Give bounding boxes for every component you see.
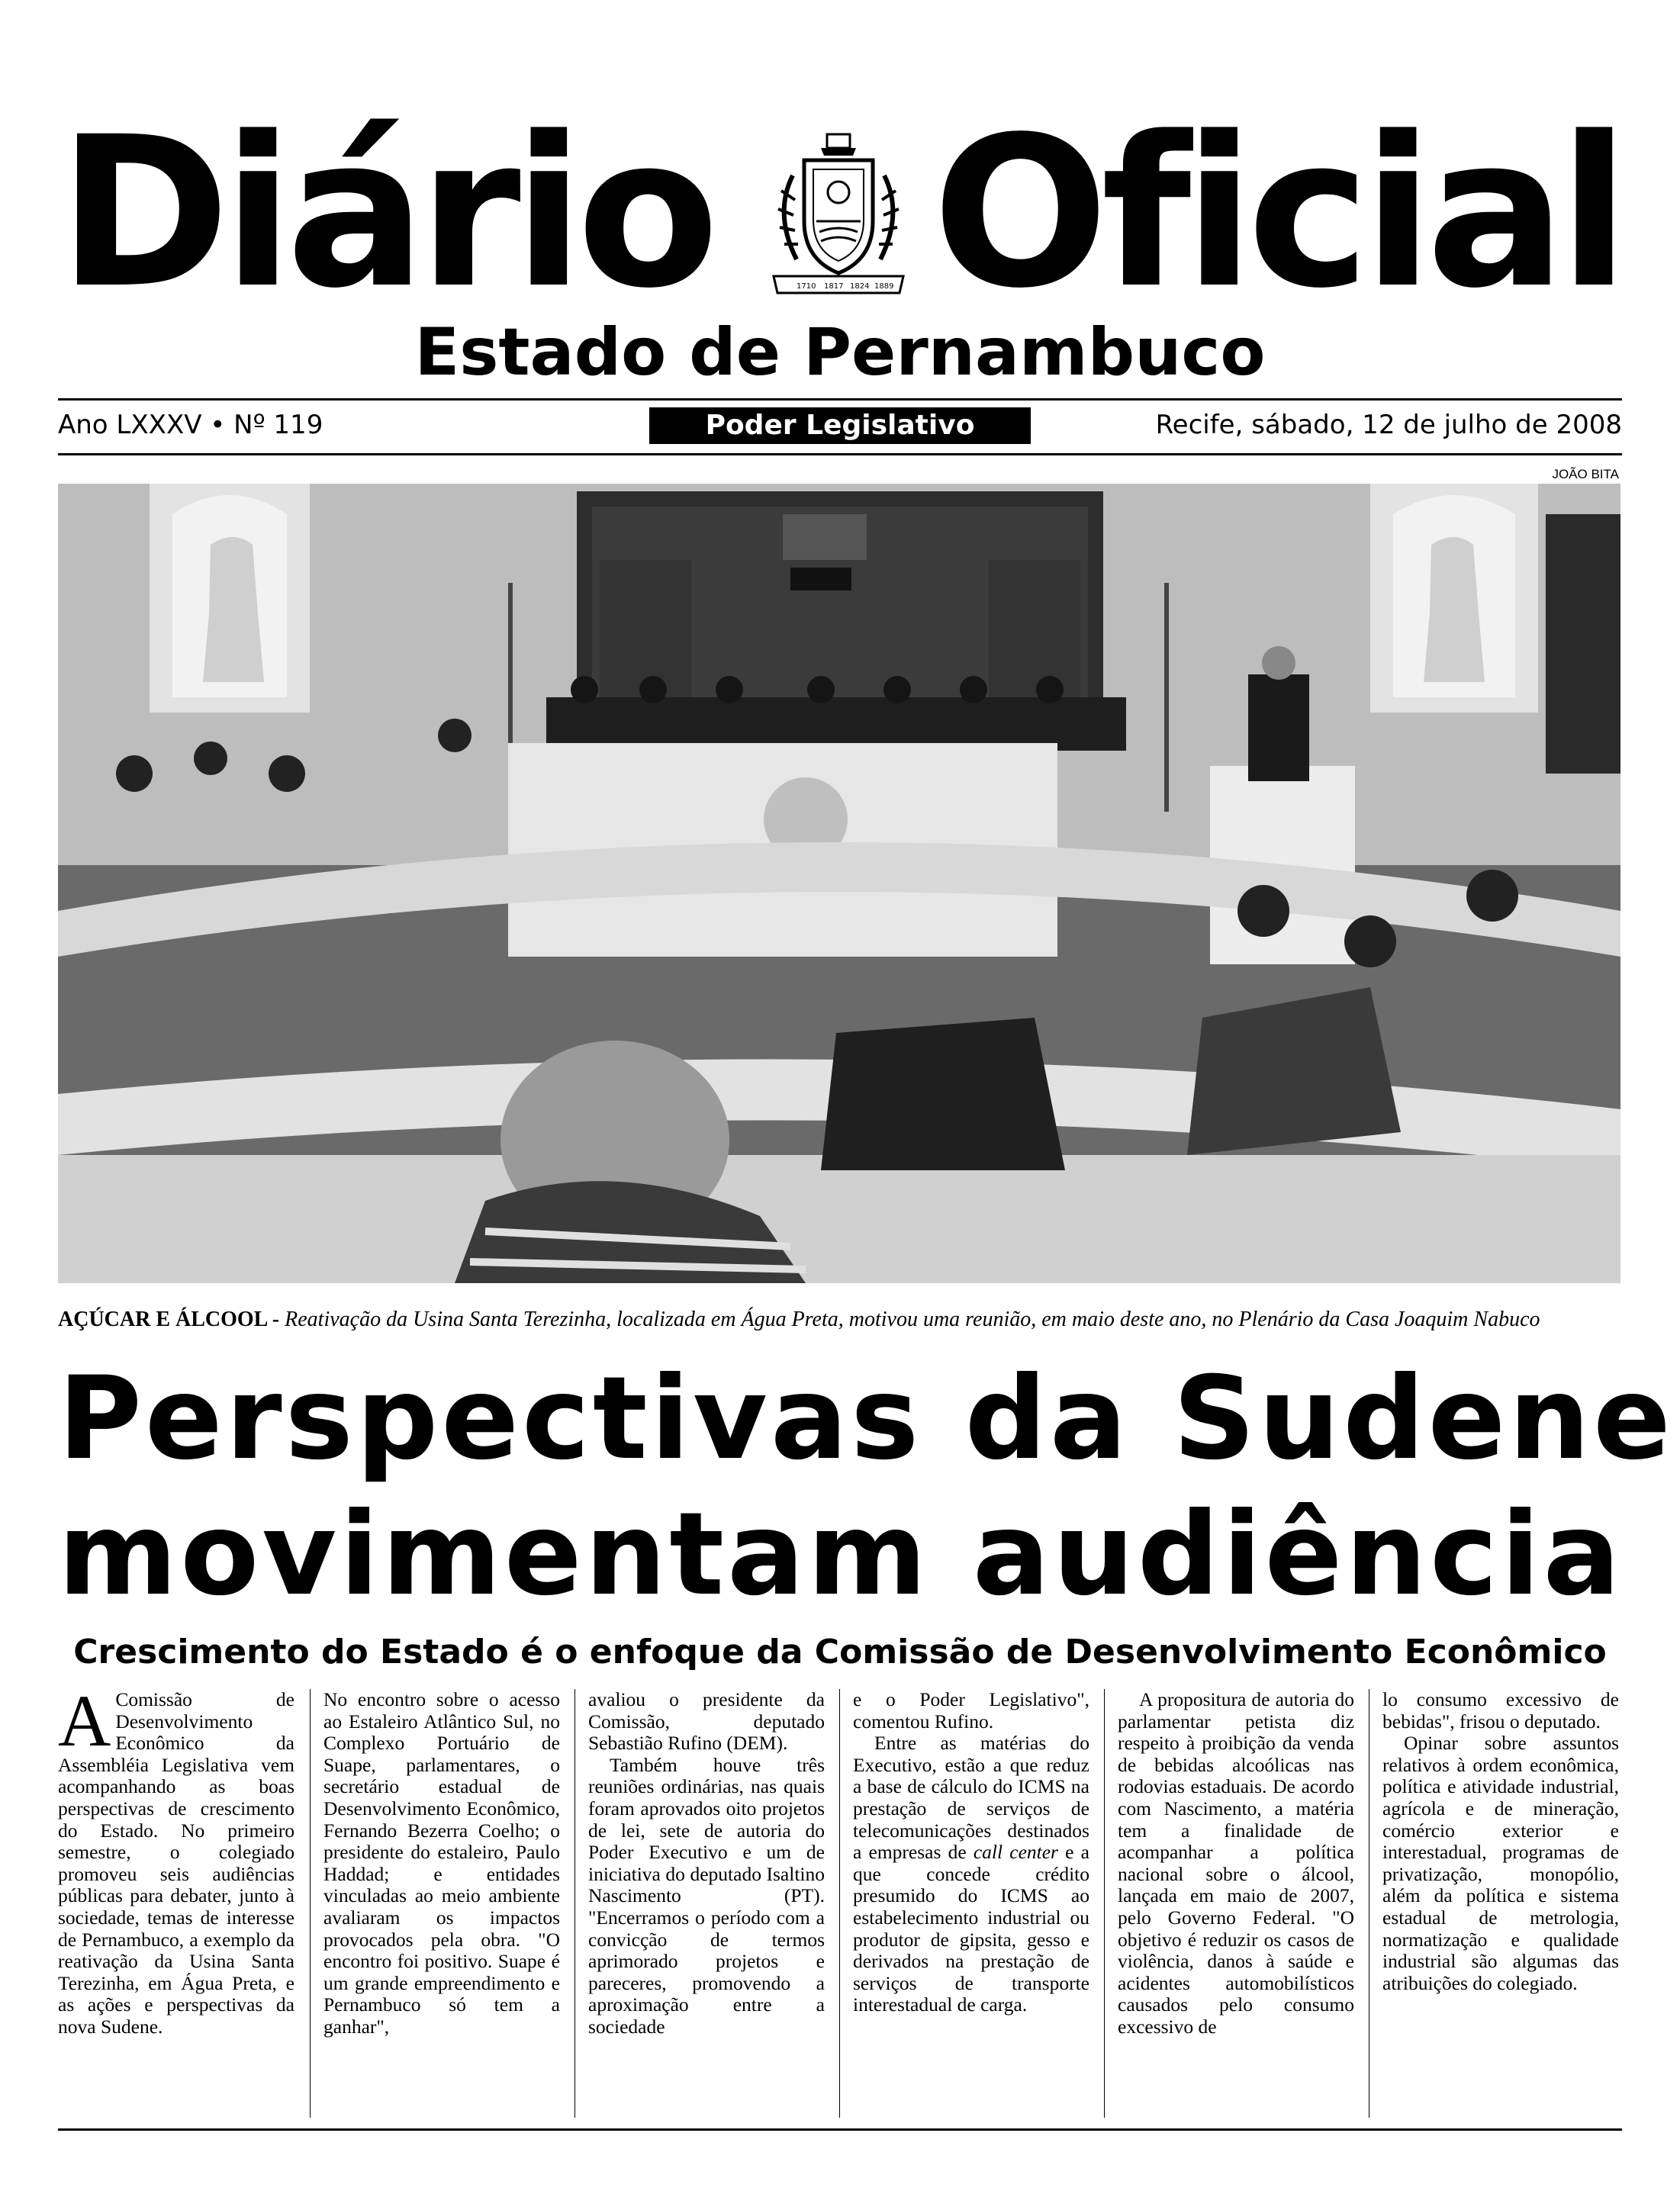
column-3-paragraph-1: avaliou o presidente da Comissão, deputado Sebastião Rufino (DEM). [588, 1689, 825, 1755]
masthead [58, 93, 1622, 334]
column-5-paragraph: A propositura de autoria do parlamentar petista diz respeito à proibição da venda de bebidas alcoólicas nas rodovias estaduais. De acordo com Nascimento, a matéria tem a finalidade de acompanhar a política nacional sobre o álcool, lançada em maio de 2007, pelo Governo Federal. "O objetivo é reduzir os casos de violência, danos à saúde e acidentes automobilísticos causados pelo consumo excessivo de [1118, 1689, 1354, 2038]
top-rule [58, 398, 1622, 401]
column-2-paragraph: No encontro sobre o acesso ao Estaleiro Atlântico Sul, no Complexo Portuário de Suape, parlamentares, o secretário estadual de Desenvolvimento Econômico, Fernando Bezerra Coelho; o presidente do estaleiro, Paulo Haddad; e entidades vinculadas ao meio ambiente avaliaram os impactos provocados pela obra. "O encontro foi positivo. Suape é um grande empreendimento e Pernambuco só tem a ganhar", [323, 1689, 560, 2038]
plenary-photo-illustration [58, 484, 1620, 1283]
column-4-text-b: e a que concede crédito presumido do ICMS ao estabelecimento industrial ou produtor de gipsita, gesso e derivados na prestação de serviços de transporte interestadual de carga. [853, 1841, 1089, 2016]
seal-year-4: 1889 [874, 282, 894, 291]
masthead-title-right: Oficial [932, 93, 1622, 334]
caption-label: AÇÚCAR E ÁLCOOL - [58, 1308, 280, 1331]
seal-year-3: 1824 [850, 282, 870, 291]
column-divider [574, 1689, 575, 2118]
photo-credit: JOÃO BITA [1552, 467, 1619, 481]
column-4-text-a: Entre as matérias do Executivo, estão a que reduz a base de cálculo do ICMS na prestação de serviços de telecomunicações destinados a empresas de [853, 1732, 1089, 1864]
article-column-4 [853, 1689, 1089, 2118]
column-divider [839, 1689, 840, 2118]
article-column-3 [588, 1689, 825, 2118]
column-divider [310, 1689, 311, 2118]
plenary-photo [58, 484, 1620, 1283]
article-column-2 [323, 1689, 560, 2118]
info-rule [58, 453, 1622, 455]
headline-line-2: movimentam audiência [58, 1488, 1624, 1621]
column-1-paragraph: Comissão de Desenvolvimento Econômico da Assembléia Legislativa vem acompanhando as boas perspectivas de crescimento do Estado. No primeiro semestre, o colegiado promoveu seis audiências públicas para debater, junto à sociedade, temas de interesse de Pernambuco, a exemplo da reativação da Usina Santa Terezinha, em Água Preta, e as ações e perspectivas da nova Sudene. [58, 1689, 294, 2038]
caption-text: Reativação da Usina Santa Terezinha, localizada em Água Preta, motivou uma reunião, em maio deste ano, no Plenário da Casa Joaquim Nabuco [279, 1308, 1540, 1331]
issue-date: Recife, sábado, 12 de julho de 2008 [1155, 410, 1622, 440]
state-coat-of-arms-icon [751, 130, 926, 305]
edition-number: Ano LXXXV • Nº 119 [58, 410, 323, 440]
headline-line-1: Perspectivas da Sudene [58, 1353, 1674, 1485]
column-divider [1104, 1689, 1105, 2118]
column-4-emphasis: call center [973, 1841, 1058, 1864]
article-column-6 [1382, 1689, 1619, 2118]
column-4-paragraph-1: e o Poder Legislativo", comentou Rufino. [853, 1689, 1089, 1733]
column-3-paragraph-2: Também houve três reuniões ordinárias, nas quais foram aprovados oito projetos de lei, sete de autoria do Poder Executivo e um de iniciativa do deputado Isaltino Nascimento (PT). "Encerramos o período com a convicção de termos aprimorado projetos e pareceres, promovendo a aproximação entre a sociedade [588, 1753, 825, 2038]
masthead-title-left: Diário [58, 93, 712, 334]
article-column-5 [1118, 1689, 1354, 2118]
seal-year-2: 1817 [824, 282, 844, 291]
photo-caption [58, 1306, 1620, 1337]
article-column-1 [58, 1689, 294, 2118]
article-deck: Crescimento do Estado é o enfoque da Comissão de Desenvolvimento Econômico [73, 1633, 1607, 1671]
bottom-rule [58, 2128, 1622, 2131]
seal-year-1: 1710 [797, 282, 816, 291]
article-body [58, 1689, 1622, 2118]
column-6-paragraph-1: lo consumo excessivo de bebidas", frisou o deputado. [1382, 1689, 1619, 1733]
drop-cap: A [58, 1689, 111, 1761]
column-6-paragraph-2: Opinar sobre assuntos relativos à ordem econômica, política e atividade industrial, agrícola e de mineração, comércio exterior e interestadual, programas de privatização, monopólio, além da política e sistema estadual de metrologia, normatização e qualidade industrial são algumas das atribuições do colegiado. [1382, 1732, 1619, 1994]
column-4-paragraph-2 [853, 1733, 1089, 2016]
masthead-subtitle: Estado de Pernambuco [414, 314, 1266, 391]
section-label: Poder Legislativo [649, 407, 1031, 444]
